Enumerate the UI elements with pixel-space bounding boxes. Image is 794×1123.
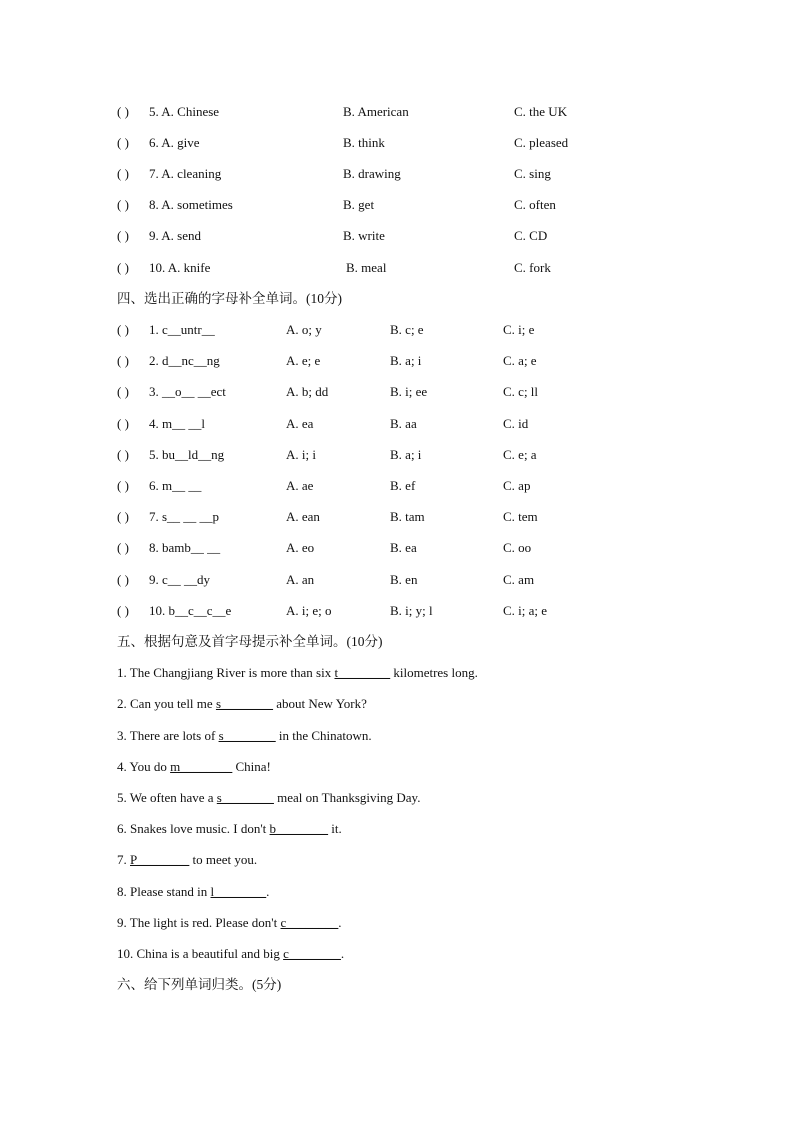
answer-blank[interactable]: s________ xyxy=(216,790,274,805)
option-a: A. ae xyxy=(286,478,314,493)
mcq-row xyxy=(0,195,794,215)
mcq-row xyxy=(0,601,794,621)
answer-paren[interactable]: ( ) xyxy=(117,384,129,399)
option-b: B. write xyxy=(343,228,385,243)
question-stem: 3. __o__ __ect xyxy=(149,384,226,399)
sentence-text: 5. We often have a xyxy=(117,790,217,805)
answer-paren[interactable]: ( ) xyxy=(117,478,129,493)
mcq-row xyxy=(0,382,794,402)
mcq-row xyxy=(0,164,794,184)
option-a: A. i; i xyxy=(286,447,316,462)
mcq-row xyxy=(0,258,794,278)
section-5-title: 五、根据句意及首字母提示补全单词。(10分) xyxy=(117,634,383,649)
question-stem: 9. c__ __dy xyxy=(149,572,211,587)
fill-in-sentence xyxy=(117,882,269,902)
option-a: A. e; e xyxy=(286,353,321,368)
option-b: B. a; i xyxy=(390,353,422,368)
answer-blank[interactable]: s________ xyxy=(218,728,276,743)
answer-blank[interactable]: t________ xyxy=(334,665,391,680)
sentence-text: 1. The Changjiang River is more than six xyxy=(117,665,335,680)
section-4-title: 四、选出正确的字母补全单词。(10分) xyxy=(117,291,342,306)
fill-in-sentence xyxy=(117,788,420,808)
question-stem: 1. c__untr__ xyxy=(149,322,215,337)
answer-paren[interactable]: ( ) xyxy=(117,104,129,119)
mcq-row xyxy=(0,351,794,371)
sentence-text: 4. You do xyxy=(117,759,171,774)
mcq-row xyxy=(0,570,794,590)
option-a: A. b; dd xyxy=(286,384,329,399)
option-c: C. tem xyxy=(503,509,538,524)
answer-paren[interactable]: ( ) xyxy=(117,166,129,181)
answer-blank[interactable]: b________ xyxy=(269,821,329,836)
option-c: C. oo xyxy=(503,540,532,555)
sentence-text: . xyxy=(338,915,342,930)
question-stem: 6. m__ __ xyxy=(149,478,202,493)
fill-in-sentence xyxy=(117,694,367,714)
sentence-text: . xyxy=(340,946,345,961)
question-stem: 7. s__ __ __p xyxy=(149,509,220,524)
option-a: A. o; y xyxy=(286,322,322,337)
answer-blank[interactable]: m________ xyxy=(170,759,233,774)
answer-paren[interactable]: ( ) xyxy=(117,322,129,337)
sentence-text: about New York? xyxy=(273,696,367,711)
option-b: B. c; e xyxy=(390,322,424,337)
sentence-text: 2. Can you tell me xyxy=(117,696,216,711)
option-c: C. ap xyxy=(503,478,531,493)
option-b: B. en xyxy=(390,572,418,587)
fill-in-sentence xyxy=(117,663,478,683)
answer-blank[interactable]: c________ xyxy=(283,946,341,961)
sentence-text: . xyxy=(266,884,270,899)
answer-paren[interactable]: ( ) xyxy=(117,572,129,587)
option-a: A. ea xyxy=(286,416,314,431)
sentence-text: in the Chinatown. xyxy=(275,728,372,743)
option-a: A. ean xyxy=(286,509,320,524)
answer-paren[interactable]: ( ) xyxy=(117,416,129,431)
question-stem: 10. b__c__c__e xyxy=(149,603,232,618)
sentence-text: 8. Please stand in xyxy=(117,884,211,899)
answer-paren[interactable]: ( ) xyxy=(117,509,129,524)
mcq-row xyxy=(0,102,794,122)
option-b: B. ef xyxy=(390,478,416,493)
answer-blank[interactable]: l________ xyxy=(210,884,267,899)
question-stem: 8. A. sometimes xyxy=(149,197,233,212)
question-stem: 4. m__ __l xyxy=(149,416,205,431)
answer-paren[interactable]: ( ) xyxy=(117,228,129,243)
mcq-row xyxy=(0,445,794,465)
fill-in-sentence xyxy=(117,850,257,870)
fill-in-sentence xyxy=(117,944,344,964)
option-c: C. the UK xyxy=(514,104,568,119)
option-b: B. think xyxy=(343,135,385,150)
question-stem: 7. A. cleaning xyxy=(149,166,222,181)
mcq-row xyxy=(0,476,794,496)
option-a: A. eo xyxy=(286,540,315,555)
fill-in-sentence xyxy=(117,913,342,933)
answer-paren[interactable]: ( ) xyxy=(117,603,129,618)
mcq-row xyxy=(0,320,794,340)
question-stem: 10. A. knife xyxy=(149,260,211,275)
answer-blank[interactable]: c________ xyxy=(280,915,339,930)
option-c: C. fork xyxy=(514,260,551,275)
sentence-text: 6. Snakes love music. I don't xyxy=(117,821,270,836)
option-c: C. id xyxy=(503,416,529,431)
answer-paren[interactable]: ( ) xyxy=(117,135,129,150)
option-b: B. meal xyxy=(346,260,387,275)
answer-paren[interactable]: ( ) xyxy=(117,197,129,212)
option-b: B. drawing xyxy=(343,166,401,181)
sentence-text: China! xyxy=(232,759,271,774)
option-c: C. often xyxy=(514,197,556,212)
option-b: B. i; ee xyxy=(390,384,428,399)
option-c: C. CD xyxy=(514,228,548,243)
answer-paren[interactable]: ( ) xyxy=(117,447,129,462)
fill-in-sentence xyxy=(117,819,342,839)
sentence-text: 3. There are lots of xyxy=(117,728,219,743)
mcq-row xyxy=(0,133,794,153)
option-b: B. ea xyxy=(390,540,417,555)
option-c: C. c; ll xyxy=(503,384,539,399)
fill-in-sentence xyxy=(117,726,372,746)
section-6-title: 六、给下列单词归类。(5分) xyxy=(117,977,282,992)
option-a: A. an xyxy=(286,572,315,587)
question-stem: 9. A. send xyxy=(149,228,201,243)
question-stem: 5. bu__ld__ng xyxy=(149,447,225,462)
answer-blank[interactable]: s________ xyxy=(215,696,273,711)
question-stem: 5. A. Chinese xyxy=(149,104,220,119)
answer-paren[interactable]: ( ) xyxy=(117,540,129,555)
option-c: C. e; a xyxy=(503,447,537,462)
question-stem: 6. A. give xyxy=(149,135,200,150)
option-b: B. i; y; l xyxy=(390,603,433,618)
option-b: B. a; i xyxy=(390,447,422,462)
option-c: C. sing xyxy=(514,166,551,181)
option-c: C. i; e xyxy=(503,322,535,337)
mcq-row xyxy=(0,507,794,527)
sentence-text: meal on Thanksgiving Day. xyxy=(273,790,421,805)
option-c: C. a; e xyxy=(503,353,537,368)
sentence-text: kilometres long. xyxy=(390,665,478,680)
question-stem: 2. d__nc__ng xyxy=(149,353,220,368)
option-c: C. i; a; e xyxy=(503,603,548,618)
option-b: B. American xyxy=(343,104,409,119)
option-b: B. aa xyxy=(390,416,417,431)
sentence-text: to meet you. xyxy=(189,852,258,867)
option-a: A. i; e; o xyxy=(286,603,332,618)
sentence-text: 7. xyxy=(117,852,130,867)
answer-blank[interactable]: P________ xyxy=(130,852,190,867)
sentence-text: 10. China is a beautiful and big xyxy=(117,946,284,961)
option-c: C. am xyxy=(503,572,535,587)
mcq-row xyxy=(0,538,794,558)
sentence-text: 9. The light is red. Please don't xyxy=(117,915,281,930)
answer-paren[interactable]: ( ) xyxy=(117,260,129,275)
mcq-row xyxy=(0,414,794,434)
fill-in-sentence xyxy=(117,757,271,777)
option-b: B. get xyxy=(343,197,375,212)
option-c: C. pleased xyxy=(514,135,569,150)
answer-paren[interactable]: ( ) xyxy=(117,353,129,368)
question-stem: 8. bamb__ __ xyxy=(149,540,221,555)
option-b: B. tam xyxy=(390,509,425,524)
sentence-text: it. xyxy=(328,821,342,836)
mcq-row xyxy=(0,226,794,246)
